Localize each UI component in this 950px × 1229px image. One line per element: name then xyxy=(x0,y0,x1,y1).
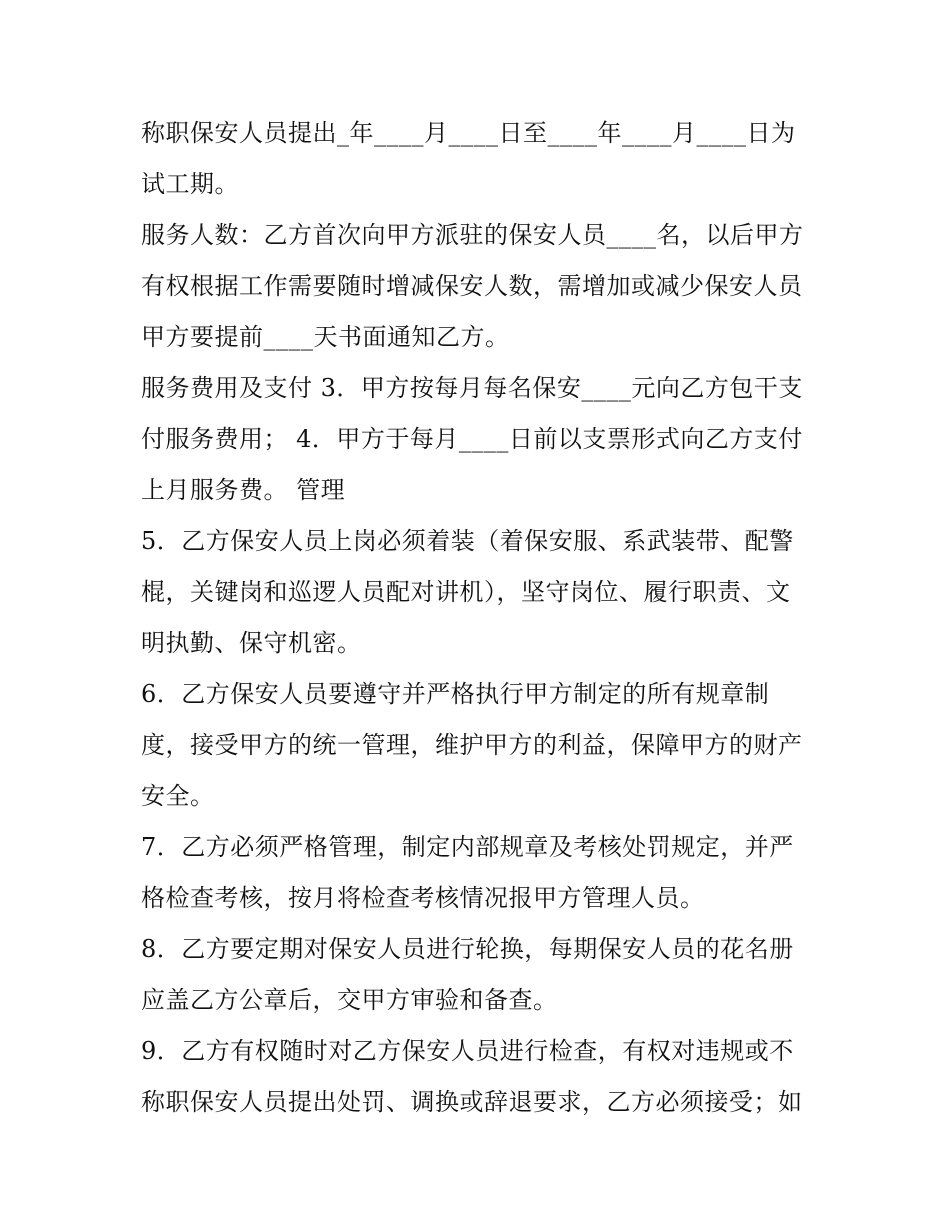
text-line-4: 有权根据工作需要随时增减保安人数，需增加或减少保安人员 xyxy=(141,272,803,300)
text-line-19: 9．乙方有权随时对乙方保安人员进行检查，有权对违规或不 xyxy=(141,1037,794,1065)
text-line-7: 付服务费用； 4．甲方于每月____日前以支票形式向乙方支付 xyxy=(141,425,803,453)
text-line-10: 棍，关键岗和巡逻人员配对讲机），坚守岗位、履行职责、文 xyxy=(141,578,791,606)
text-line-12: 6．乙方保安人员要遵守并严格执行甲方制定的所有规章制 xyxy=(141,680,770,708)
text-line-17: 8．乙方要定期对保安人员进行轮换，每期保安人员的花名册 xyxy=(141,935,794,963)
text-line-5: 甲方要提前____天书面通知乙方。 xyxy=(141,323,510,351)
document-body xyxy=(141,108,821,1128)
text-line-1: 称职保安人员提出_年____月____日至____年____月____日为 xyxy=(141,119,796,147)
text-line-3: 服务人数：乙方首次向甲方派驻的保安人员____名，以后甲方 xyxy=(141,221,804,249)
text-line-13: 度，接受甲方的统一管理，维护甲方的利益，保障甲方的财产 xyxy=(141,731,803,759)
text-line-18: 应盖乙方公章后，交甲方审验和备查。 xyxy=(141,986,558,1014)
text-line-14: 安全。 xyxy=(141,782,215,810)
text-line-6: 服务费用及支付 3．甲方按每月每名保安____元向乙方包干支 xyxy=(141,374,803,402)
text-line-2: 试工期。 xyxy=(141,170,239,198)
text-line-8: 上月服务费。 管理 xyxy=(141,476,346,504)
text-line-9: 5．乙方保安人员上岗必须着装（着保安服、系武装带、配警 xyxy=(141,527,794,555)
text-line-11: 明执勤、保守机密。 xyxy=(141,629,362,657)
text-line-20: 称职保安人员提出处罚、调换或辞退要求，乙方必须接受；如 xyxy=(141,1088,803,1116)
text-line-15: 7．乙方必须严格管理，制定内部规章及考核处罚规定，并严 xyxy=(141,833,794,861)
text-line-16: 格检查考核，按月将检查考核情况报甲方管理人员。 xyxy=(141,884,705,912)
